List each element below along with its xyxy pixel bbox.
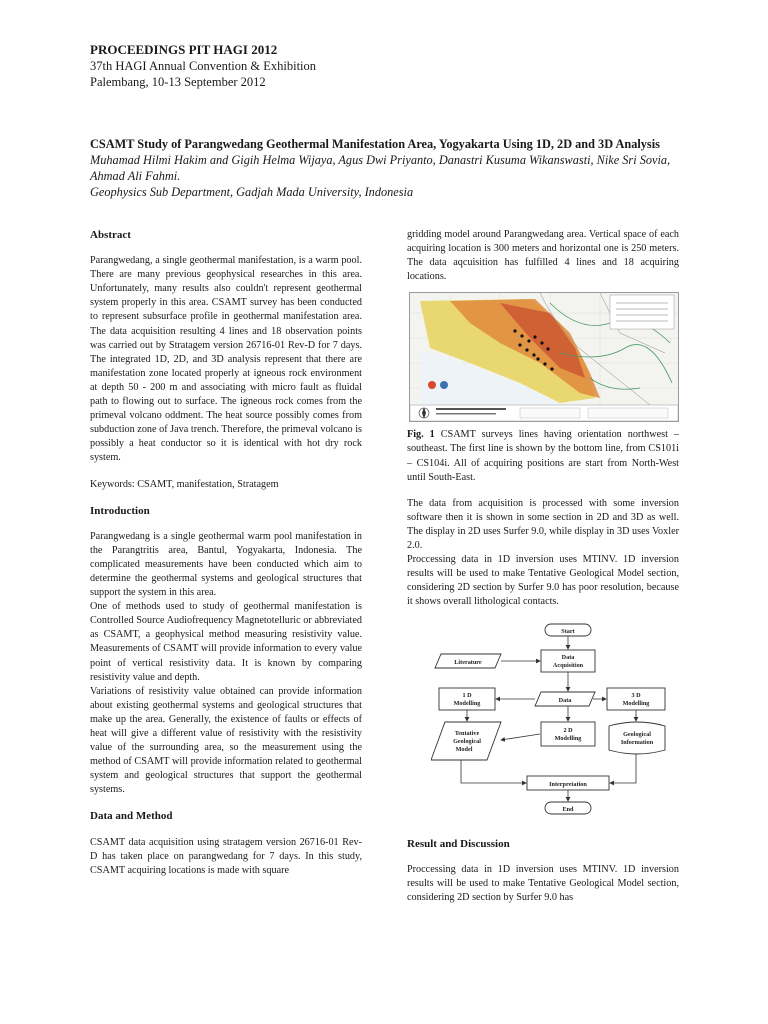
abstract-text: Parangwedang, a single geothermal manifestation, is a warm pool. There are many previous geophysical researches in this area. Unfortunately, many results also couldn't represent geothermal system properly in this area. CSAMT survey has been conducted to represent subsurface profile in geothermal manifestation area. The data acquisition resulting 4 lines and 18 observation points was carried out by Stratagem version 26716-01 Rev-D for 7 days. The integrated 1D, 2D, and 3D analysis represent that there are manifestation zone located properly at igneous rock environment at depth 50 - 200 m and associating with micro fault as fluidal path to flowing out to surface. The igneous rock comes from the primeval volcano oddment. The heat source possibly comes from subduction zone of Java trench. Therefore, the primeval volcano is possibly a heat conductor so it is identical with hot dry rock system. — [90, 255, 362, 464]
svg-text:Information: Information — [620, 738, 654, 746]
data-method-paragraph: CSAMT data acquisition using stratagem version 26716-01 Rev-D has taken place on parangwedang for 7 days. In this study, CSAMT acquiring locations is made with square — [90, 836, 362, 876]
geological-information-node — [609, 722, 665, 754]
paper-affiliation: Geophysics Sub Department, Gadjah Mada University, Indonesia — [90, 185, 414, 199]
end-label: End — [562, 805, 574, 813]
data-label: Data — [558, 696, 572, 704]
paper-authors: Muhamad Hilmi Hakim and Gigih Helma Wijaya, Agus Dwi Priyanto, Danastri Kusuma Wikanswasti, Nike Sri Sovia, Ahmad Ali Fahmi. — [90, 153, 671, 183]
svg-text:Modelling: Modelling — [453, 699, 481, 707]
introduction-paragraph-2: One of methods used to study of geothermal manifestation is Controlled Source Audiofrequency Magnetotelluric or abbreviated as CSAMT, a geophysical method measuring resistivity value. Measurements of CSAMT will provide information to every value point of vertical resistivity data. It is known by comparing resistivity value and depth. — [90, 601, 362, 683]
svg-text:Tentative: Tentative — [454, 729, 480, 737]
figure-1-caption-text: CSAMT surveys lines having orientation northwest – southeast. The first line is shown by the bottom line, from CS101i – CS104i. All of acquiring positions are start from North-West until South-East. — [407, 429, 679, 483]
introduction-heading: Introduction — [90, 504, 150, 517]
paper-title-block — [90, 136, 680, 200]
data-method-continuation: gridding model around Parangwedang area. Vertical space of each acquiring location is 300 meters and horizontal one is 250 meters. The data aqcuisition has fulfilled 4 lines and 18 acquiring locations. — [407, 229, 679, 283]
paper-title: CSAMT Study of Parangwedang Geothermal Manifestation Area, Yogyakarta Using 1D, 2D and 3D Analysis — [90, 137, 660, 151]
introduction-paragraph-1: Parangwedang is a single geothermal warm pool manifestation in the Parangtritis area, Bantul, Yogyakarta, Indonesia. The complicated measurements have been conducted which aim to determine the geothermal systems and geological structures that support the system in this area. — [90, 530, 362, 599]
introduction-paragraph-3: Variations of resistivity value obtained can provide information about existing geothermal systems and geological structures that make up the area. Generally, the existence of faults or effects of heat will give a different value of resistivity with the resistivity value of the surrounding area, so the measurement using the method of CSAMT will provide information related to geothermal system and geological structures that support the geothermal systems. — [90, 685, 362, 796]
keywords: Keywords: CSAMT, manifestation, Stratagem — [90, 478, 279, 490]
svg-text:Geological: Geological — [623, 730, 651, 738]
svg-text:Modelling: Modelling — [554, 734, 582, 742]
proceedings-header — [90, 42, 316, 90]
methodology-flowchart — [431, 622, 671, 818]
processing-paragraph-2: Proccessing data in 1D inversion uses MTINV. 1D inversion results will be used to make Tentative Geological Model section, considering 2D section by Surfer 9.0 has poor resolution, because it shows overall lithological contacts. — [407, 554, 679, 608]
figure-1-label: Fig. 1 — [407, 429, 435, 441]
survey-map-figure — [409, 292, 679, 422]
modelling-2d-node — [541, 722, 595, 746]
svg-text:Geological: Geological — [453, 737, 481, 745]
convention-name: 37th HAGI Annual Convention & Exhibition — [90, 59, 317, 73]
abstract-heading: Abstract — [90, 229, 131, 241]
convention-date: Palembang, 10-13 September 2012 — [90, 75, 266, 89]
svg-text:Modelling: Modelling — [622, 699, 650, 707]
svg-text:3 D: 3 D — [631, 691, 641, 699]
left-column — [90, 228, 362, 878]
svg-text:Acquisition: Acquisition — [552, 661, 584, 669]
proceedings-title: PROCEEDINGS PIT HAGI 2012 — [90, 42, 278, 57]
logo-icon — [428, 381, 436, 389]
data-method-heading: Data and Method — [90, 810, 173, 823]
results-paragraph: Proccessing data in 1D inversion uses MTINV. 1D inversion results will be used to make Tentative Geological Model section, considering 2D section by Surfer 9.0 has — [407, 863, 679, 903]
start-label: Start — [561, 627, 575, 635]
svg-text:2 D: 2 D — [563, 726, 573, 734]
survey-map-image — [410, 293, 678, 421]
results-heading: Result and Discussion — [407, 837, 510, 850]
processing-paragraph-1: The data from acquisition is processed with some inversion software then it is shown in some section in 2D and 3D as well. The display in 2D uses Surfer 9.0, while display in 3D uses Voxler 2.0. — [407, 497, 679, 552]
svg-text:1 D: 1 D — [462, 691, 472, 699]
literature-label: Literature — [454, 658, 482, 666]
svg-text:Model: Model — [455, 745, 473, 753]
svg-text:Data: Data — [561, 653, 575, 661]
figure-1-caption — [407, 428, 679, 484]
interpretation-label: Interpretation — [549, 780, 587, 788]
right-column — [407, 228, 679, 905]
